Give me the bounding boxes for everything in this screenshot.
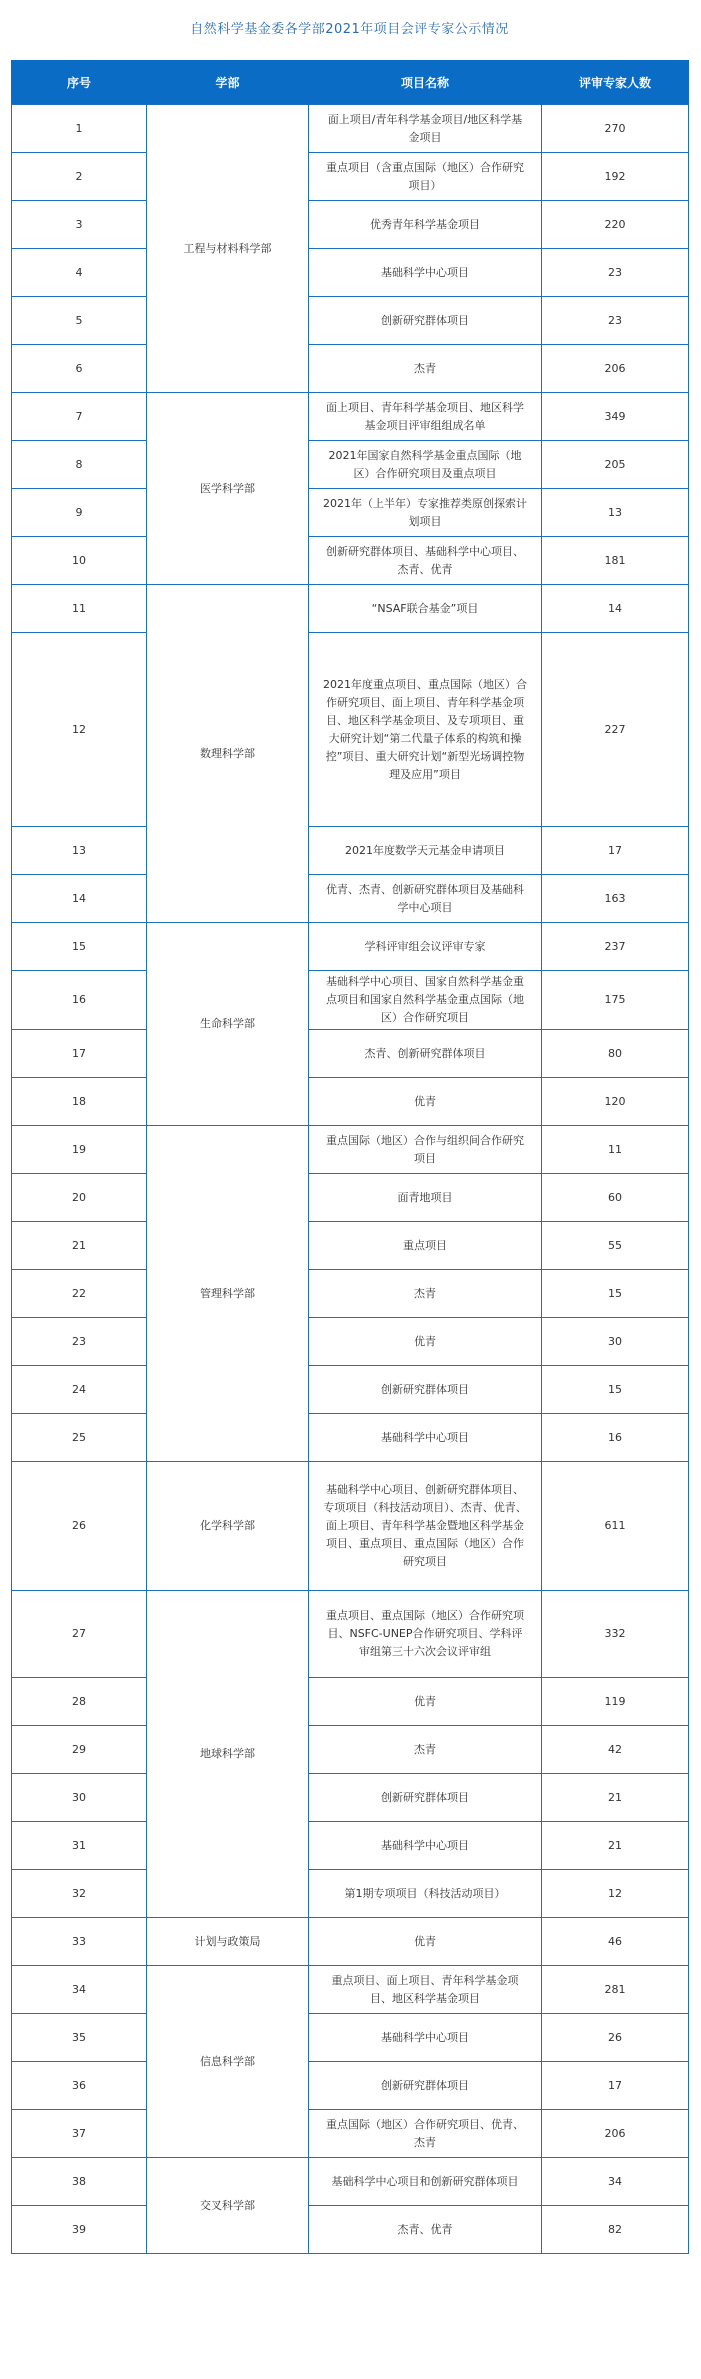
table-row: [12, 923, 689, 971]
row-seq: 12: [12, 633, 147, 827]
row-seq: 10: [12, 537, 147, 585]
row-project: 基础科学中心项目: [309, 2014, 542, 2062]
row-seq: 31: [12, 1822, 147, 1870]
table-row: [12, 2014, 689, 2062]
row-seq: 22: [12, 1270, 147, 1318]
row-project: 基础科学中心项目、创新研究群体项目、专项项目（科技活动项目）、杰青、优青、面上项目、青年科学基金暨地区科学基金项目、重点项目、重点国际（地区）合作研究项目: [309, 1462, 542, 1591]
row-count: 281: [542, 1966, 689, 2014]
table-row: [12, 1726, 689, 1774]
table-row: [12, 1870, 689, 1918]
table-row: [12, 633, 689, 827]
row-department: 数理科学部: [147, 585, 309, 923]
table-row: [12, 1591, 689, 1678]
row-count: 21: [542, 1822, 689, 1870]
row-seq: 30: [12, 1774, 147, 1822]
table-row: [12, 1966, 689, 2014]
row-seq: 18: [12, 1078, 147, 1126]
row-count: 17: [542, 827, 689, 875]
row-seq: 39: [12, 2206, 147, 2254]
row-count: 206: [542, 345, 689, 393]
row-count: 220: [542, 201, 689, 249]
row-project: 优秀青年科学基金项目: [309, 201, 542, 249]
table-row: [12, 537, 689, 585]
row-seq: 36: [12, 2062, 147, 2110]
row-project: 优青: [309, 1318, 542, 1366]
row-project: 基础科学中心项目: [309, 249, 542, 297]
row-seq: 13: [12, 827, 147, 875]
row-count: 23: [542, 297, 689, 345]
row-seq: 15: [12, 923, 147, 971]
row-project: 重点项目、面上项目、青年科学基金项目、地区科学基金项目: [309, 1966, 542, 2014]
row-count: 13: [542, 489, 689, 537]
row-seq: 8: [12, 441, 147, 489]
row-department: 交叉科学部: [147, 2158, 309, 2254]
row-count: 11: [542, 1126, 689, 1174]
row-project: 面上项目/青年科学基金项目/地区科学基金项目: [309, 105, 542, 153]
row-department: 管理科学部: [147, 1126, 309, 1462]
row-count: 227: [542, 633, 689, 827]
expert-table: [11, 60, 689, 2254]
row-project: 杰青、优青: [309, 2206, 542, 2254]
row-seq: 20: [12, 1174, 147, 1222]
row-count: 26: [542, 2014, 689, 2062]
table-body: [12, 105, 689, 2254]
table-row: [12, 1174, 689, 1222]
row-count: 16: [542, 1414, 689, 1462]
header-project: 项目名称: [309, 60, 542, 105]
table-row: [12, 827, 689, 875]
row-seq: 1: [12, 105, 147, 153]
table-row: [12, 1918, 689, 1966]
table-row: [12, 2110, 689, 2158]
row-count: 119: [542, 1678, 689, 1726]
row-seq: 26: [12, 1462, 147, 1591]
table-row: [12, 1462, 689, 1591]
row-project: 重点项目（含重点国际（地区）合作研究项目）: [309, 153, 542, 201]
row-project: 面青地项目: [309, 1174, 542, 1222]
row-seq: 19: [12, 1126, 147, 1174]
row-department: 化学科学部: [147, 1462, 309, 1591]
row-count: 332: [542, 1591, 689, 1678]
row-project: 重点国际（地区）合作研究项目、优青、杰青: [309, 2110, 542, 2158]
table-header: [12, 60, 689, 105]
document: [11, 0, 688, 2254]
row-project: 重点项目: [309, 1222, 542, 1270]
row-department: 计划与政策局: [147, 1918, 309, 1966]
row-seq: 28: [12, 1678, 147, 1726]
table-row: [12, 489, 689, 537]
table-row: [12, 1414, 689, 1462]
row-count: 237: [542, 923, 689, 971]
row-project: 创新研究群体项目、基础科学中心项目、杰青、优青: [309, 537, 542, 585]
table-row: [12, 1078, 689, 1126]
row-seq: 3: [12, 201, 147, 249]
row-count: 15: [542, 1270, 689, 1318]
row-count: 82: [542, 2206, 689, 2254]
row-project: 面上项目、青年科学基金项目、地区科学基金项目评审组组成名单: [309, 393, 542, 441]
row-project: 基础科学中心项目: [309, 1414, 542, 1462]
row-count: 270: [542, 105, 689, 153]
row-project: 2021年国家自然科学基金重点国际（地区）合作研究项目及重点项目: [309, 441, 542, 489]
row-project: 杰青: [309, 1270, 542, 1318]
table-row: [12, 105, 689, 153]
table-row: [12, 1366, 689, 1414]
row-project: 2021年度数学天元基金申请项目: [309, 827, 542, 875]
row-count: 21: [542, 1774, 689, 1822]
row-count: 206: [542, 2110, 689, 2158]
table-row: [12, 1222, 689, 1270]
row-department: 地球科学部: [147, 1591, 309, 1918]
row-count: 80: [542, 1030, 689, 1078]
row-project: 优青、杰青、创新研究群体项目及基础科学中心项目: [309, 875, 542, 923]
header-seq: 序号: [12, 60, 147, 105]
row-project: 基础科学中心项目: [309, 1822, 542, 1870]
row-seq: 25: [12, 1414, 147, 1462]
row-count: 181: [542, 537, 689, 585]
row-seq: 27: [12, 1591, 147, 1678]
table-row: [12, 1822, 689, 1870]
row-seq: 32: [12, 1870, 147, 1918]
row-project: 重点国际（地区）合作与组织间合作研究项目: [309, 1126, 542, 1174]
row-seq: 29: [12, 1726, 147, 1774]
row-project: 重点项目、重点国际（地区）合作研究项目、NSFC-UNEP合作研究项目、学科评审组第三十六次会议评审组: [309, 1591, 542, 1678]
row-project: 杰青: [309, 345, 542, 393]
row-seq: 35: [12, 2014, 147, 2062]
table-row: [12, 2062, 689, 2110]
row-department: 工程与材料科学部: [147, 105, 309, 393]
table-row: [12, 249, 689, 297]
table-row: [12, 297, 689, 345]
table-row: [12, 2206, 689, 2254]
row-seq: 38: [12, 2158, 147, 2206]
table-row: [12, 585, 689, 633]
row-project: “NSAF联合基金”项目: [309, 585, 542, 633]
row-department: 信息科学部: [147, 1966, 309, 2158]
table-row: [12, 875, 689, 923]
row-project: 创新研究群体项目: [309, 297, 542, 345]
row-count: 205: [542, 441, 689, 489]
row-count: 34: [542, 2158, 689, 2206]
row-count: 15: [542, 1366, 689, 1414]
row-seq: 5: [12, 297, 147, 345]
row-project: 优青: [309, 1918, 542, 1966]
table-row: [12, 2158, 689, 2206]
row-project: 优青: [309, 1078, 542, 1126]
table-row: [12, 1126, 689, 1174]
table-row: [12, 1318, 689, 1366]
row-count: 175: [542, 971, 689, 1030]
row-count: 17: [542, 2062, 689, 2110]
row-seq: 16: [12, 971, 147, 1030]
table-row: [12, 393, 689, 441]
row-count: 192: [542, 153, 689, 201]
table-row: [12, 1030, 689, 1078]
table-row: [12, 201, 689, 249]
row-count: 611: [542, 1462, 689, 1591]
table-row: [12, 1678, 689, 1726]
row-seq: 14: [12, 875, 147, 923]
row-seq: 6: [12, 345, 147, 393]
row-seq: 21: [12, 1222, 147, 1270]
row-count: 60: [542, 1174, 689, 1222]
row-seq: 23: [12, 1318, 147, 1366]
row-department: 生命科学部: [147, 923, 309, 1126]
row-project: 创新研究群体项目: [309, 2062, 542, 2110]
header-dept: 学部: [147, 60, 309, 105]
row-seq: 9: [12, 489, 147, 537]
row-count: 12: [542, 1870, 689, 1918]
row-count: 46: [542, 1918, 689, 1966]
row-count: 14: [542, 585, 689, 633]
row-count: 55: [542, 1222, 689, 1270]
page-title: 自然科学基金委各学部2021年项目会评专家公示情况: [190, 22, 509, 37]
row-project: 创新研究群体项目: [309, 1366, 542, 1414]
row-project: 第1期专项项目（科技活动项目）: [309, 1870, 542, 1918]
row-count: 120: [542, 1078, 689, 1126]
table-row: [12, 345, 689, 393]
row-project: 优青: [309, 1678, 542, 1726]
row-seq: 2: [12, 153, 147, 201]
row-count: 42: [542, 1726, 689, 1774]
table-row: [12, 971, 689, 1030]
row-project: 杰青、创新研究群体项目: [309, 1030, 542, 1078]
row-count: 30: [542, 1318, 689, 1366]
row-count: 23: [542, 249, 689, 297]
table-row: [12, 441, 689, 489]
table-row: [12, 1270, 689, 1318]
header-count: 评审专家人数: [542, 60, 689, 105]
row-seq: 37: [12, 2110, 147, 2158]
row-project: 基础科学中心项目和创新研究群体项目: [309, 2158, 542, 2206]
row-seq: 4: [12, 249, 147, 297]
row-project: 2021年度重点项目、重点国际（地区）合作研究项目、面上项目、青年科学基金项目、地区科学基金项目、及专项项目、重大研究计划“第二代量子体系的构筑和操控”项目、重大研究计划“新型光场调控物理及应用”项目: [309, 633, 542, 827]
row-count: 349: [542, 393, 689, 441]
row-project: 基础科学中心项目、国家自然科学基金重点项目和国家自然科学基金重点国际（地区）合作研究项目: [309, 971, 542, 1030]
row-count: 163: [542, 875, 689, 923]
row-project: 学科评审组会议评审专家: [309, 923, 542, 971]
table-row: [12, 1774, 689, 1822]
row-seq: 34: [12, 1966, 147, 2014]
row-project: 杰青: [309, 1726, 542, 1774]
row-project: 2021年（上半年）专家推荐类原创探索计划项目: [309, 489, 542, 537]
row-seq: 7: [12, 393, 147, 441]
row-seq: 17: [12, 1030, 147, 1078]
row-department: 医学科学部: [147, 393, 309, 585]
row-project: 创新研究群体项目: [309, 1774, 542, 1822]
table-row: [12, 153, 689, 201]
row-seq: 11: [12, 585, 147, 633]
row-seq: 24: [12, 1366, 147, 1414]
row-seq: 33: [12, 1918, 147, 1966]
